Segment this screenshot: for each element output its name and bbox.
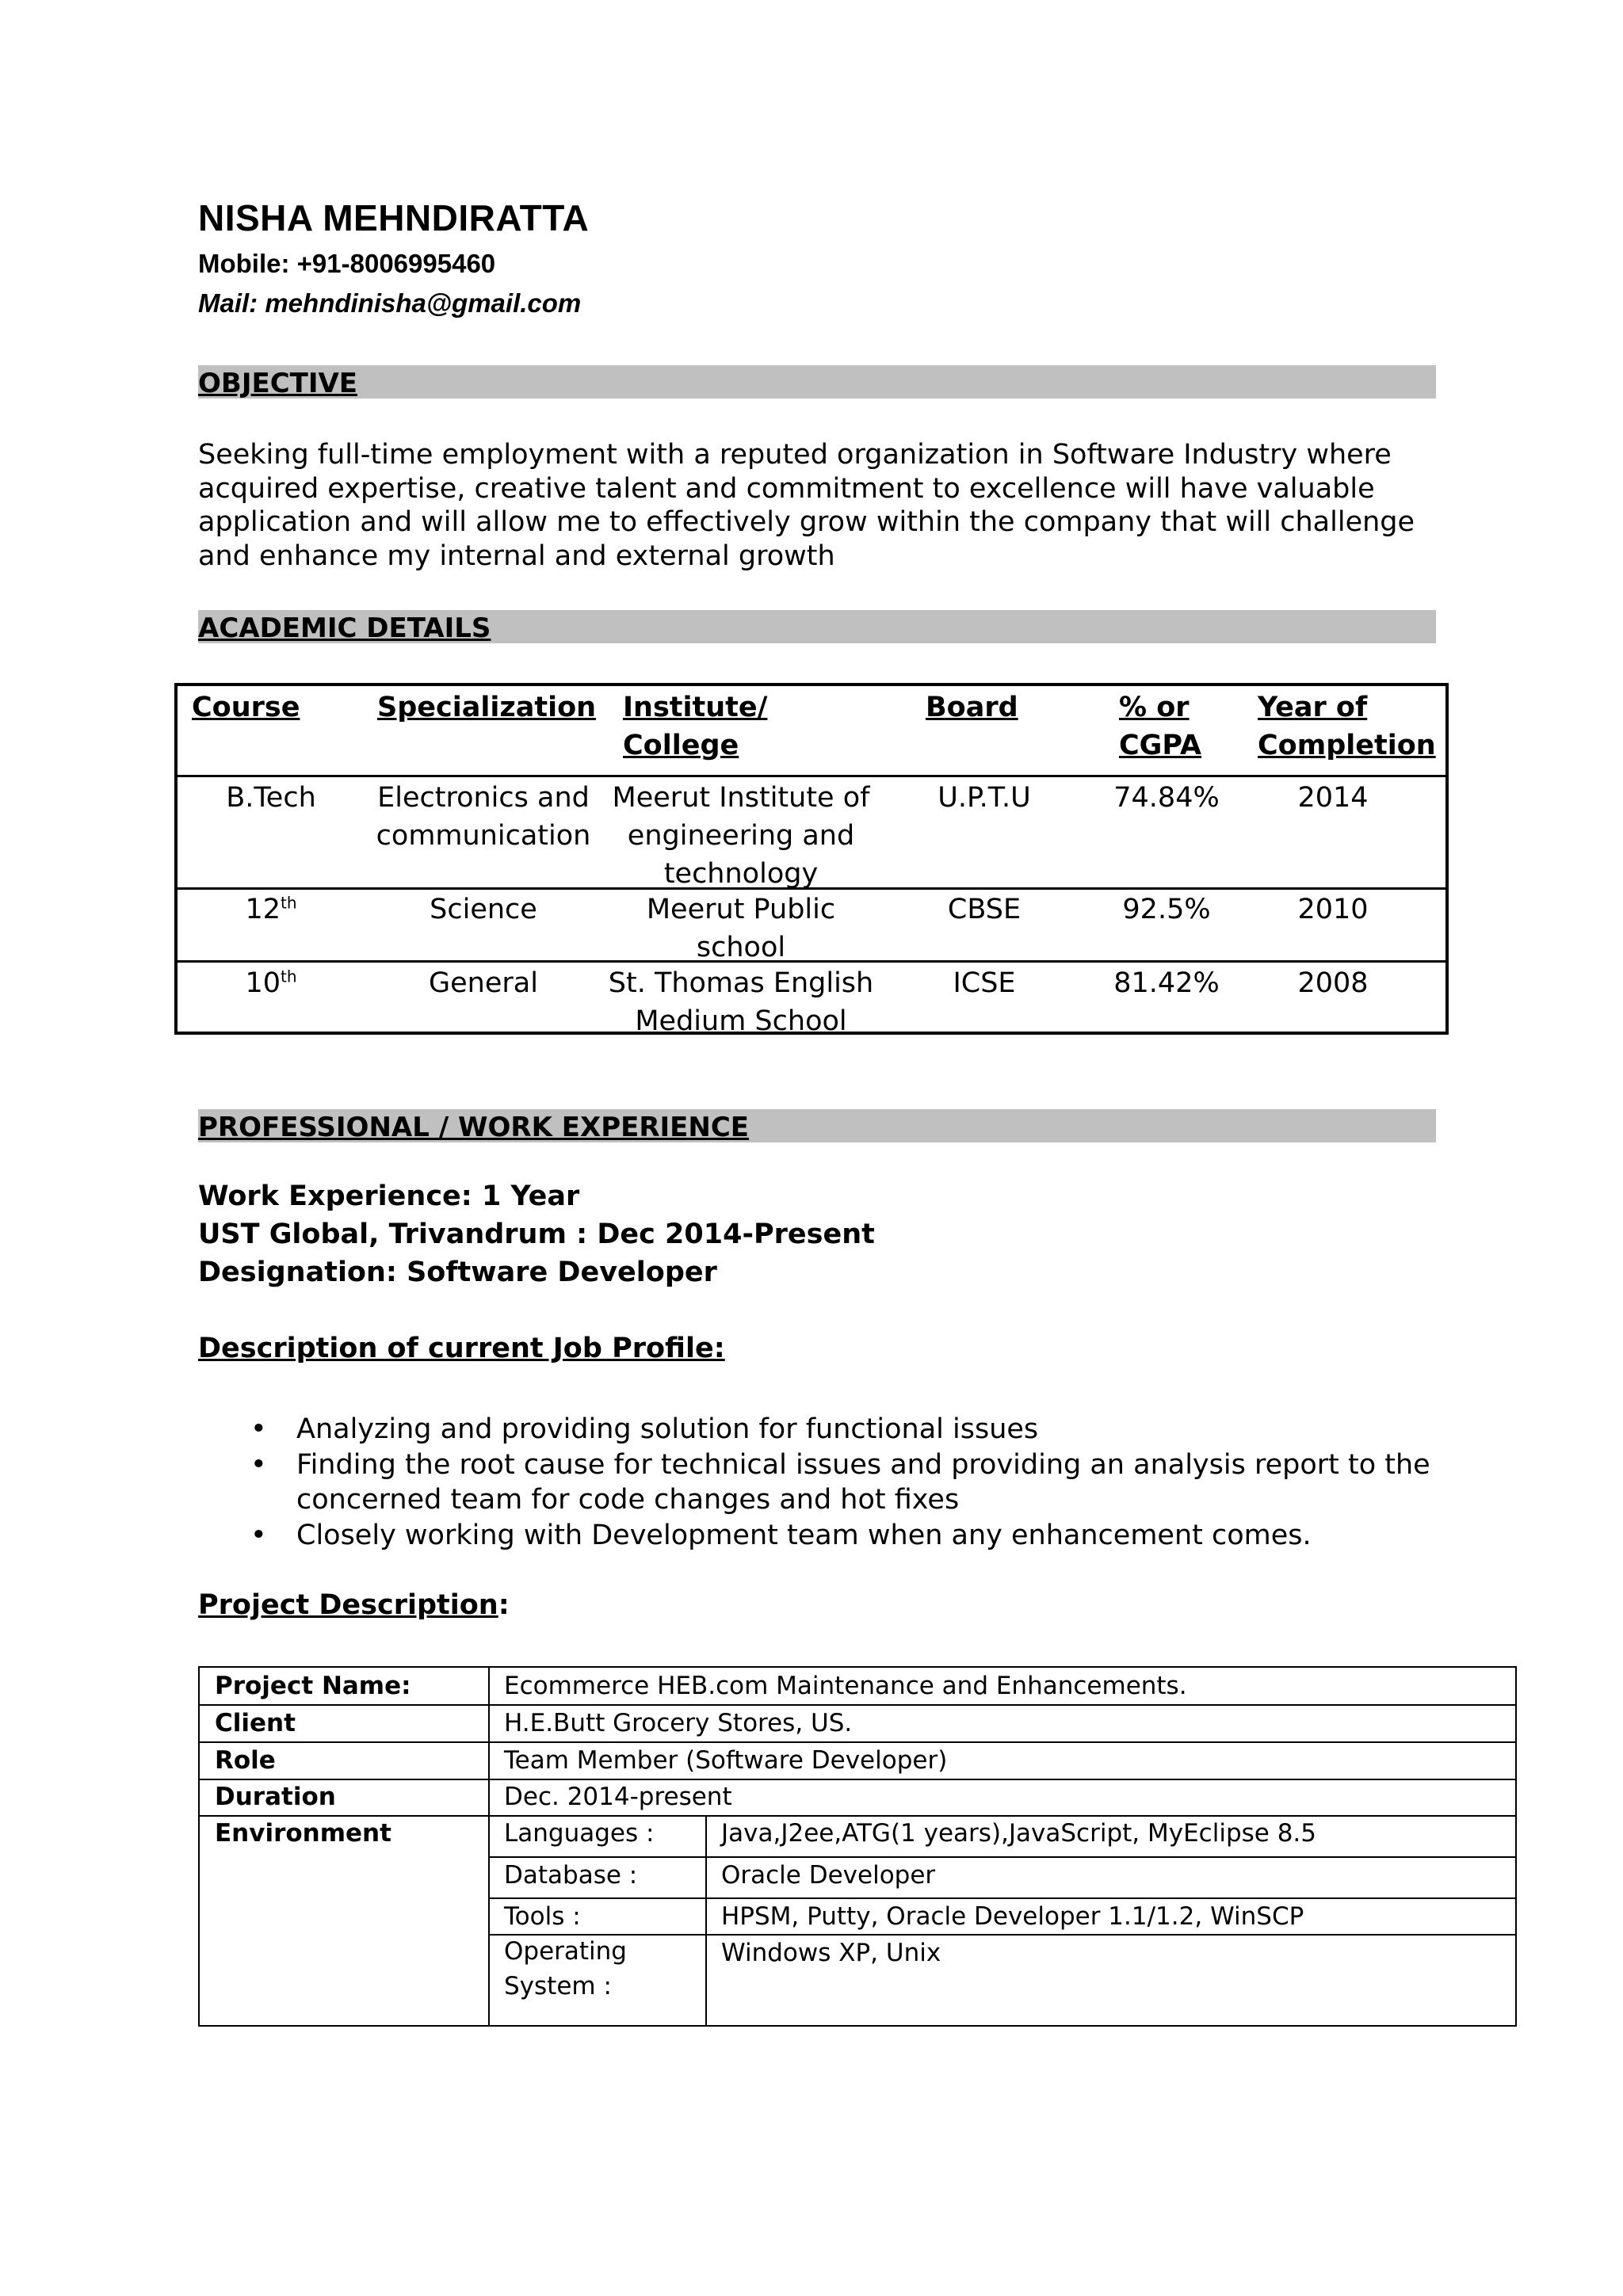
cell-course: B.Tech bbox=[226, 782, 316, 814]
candidate-name: NISHA MEHNDIRATTA bbox=[198, 197, 590, 238]
database-label: Database : bbox=[504, 1861, 638, 1890]
cell-specialization: General bbox=[429, 967, 538, 999]
cell-course: 12th bbox=[245, 893, 297, 925]
work-experience-duration: Work Experience: 1 Year bbox=[198, 1180, 580, 1212]
duration-value: Dec. 2014-present bbox=[504, 1783, 732, 1811]
column-header-percent: % or bbox=[1119, 692, 1190, 723]
email-address: Mail: mehndinisha@gmail.com bbox=[198, 288, 582, 318]
project-description-heading: Project Description: bbox=[198, 1589, 510, 1621]
cell-year: 2014 bbox=[1297, 782, 1369, 814]
languages-value: Java,J2ee,ATG(1 years),JavaScript, MyEclipse 8.5 bbox=[721, 1819, 1316, 1848]
mobile-number: Mobile: +91-8006995460 bbox=[198, 249, 496, 278]
cell-institute: Meerut Institute of bbox=[612, 782, 870, 814]
list-item: • Closely working with Development team when any enhancement comes. bbox=[198, 1518, 1466, 1554]
designation: Designation: Software Developer bbox=[198, 1257, 717, 1288]
cell-institute: engineering and bbox=[627, 820, 855, 852]
cell-year: 2008 bbox=[1297, 967, 1369, 999]
cell-institute: Meerut Public bbox=[646, 894, 836, 925]
cell-score: 74.84% bbox=[1113, 782, 1220, 814]
column-header-year: Year of bbox=[1258, 692, 1368, 723]
column-header-completion: Completion bbox=[1258, 730, 1436, 761]
os-label: System : bbox=[504, 1972, 612, 2000]
languages-label: Languages : bbox=[504, 1819, 655, 1848]
cell-institute: technology bbox=[663, 858, 819, 890]
cell-institute: school bbox=[696, 932, 786, 963]
cell-specialization: Electronics and bbox=[377, 782, 590, 814]
table-divider bbox=[200, 1779, 1515, 1780]
role-label: Role bbox=[215, 1746, 276, 1775]
objective-text: Seeking full-time employment with a reputed organization in Software Industry where acquired expertise, creative talent and commitment to excellence will have valuable application and will allow me to effectively grow within the company that will challenge and enhance my internal and external growth bbox=[198, 439, 1415, 572]
table-divider bbox=[200, 1704, 1515, 1706]
experience-heading: PROFESSIONAL / WORK EXPERIENCE bbox=[198, 1109, 1436, 1142]
job-profile-heading: Description of current Job Profile: bbox=[198, 1333, 725, 1364]
column-header-cgpa: CGPA bbox=[1119, 730, 1201, 761]
table-divider bbox=[488, 1668, 490, 2025]
table-divider bbox=[705, 1815, 707, 2025]
cell-score: 81.42% bbox=[1113, 967, 1220, 999]
table-divider bbox=[488, 1934, 1515, 1936]
client-label: Client bbox=[215, 1709, 296, 1737]
bullet-icon: • bbox=[250, 1519, 267, 1551]
cell-specialization: communication bbox=[376, 820, 591, 852]
os-label: Operating bbox=[504, 1937, 627, 1966]
os-value: Windows XP, Unix bbox=[721, 1939, 941, 1967]
duration-label: Duration bbox=[215, 1783, 336, 1811]
column-header-college: College bbox=[623, 730, 739, 761]
tools-label: Tools : bbox=[504, 1902, 581, 1931]
project-table bbox=[198, 1666, 1517, 2027]
academic-table bbox=[174, 683, 1449, 1035]
role-value: Team Member (Software Developer) bbox=[504, 1746, 948, 1775]
table-divider bbox=[488, 1856, 1515, 1858]
cell-institute: Medium School bbox=[635, 1005, 847, 1037]
column-header-specialization: Specialization bbox=[377, 692, 597, 723]
cell-course: 10th bbox=[245, 967, 297, 999]
cell-year: 2010 bbox=[1297, 894, 1369, 925]
table-divider bbox=[178, 775, 1445, 777]
bullet-icon: • bbox=[250, 1413, 267, 1445]
tools-value: HPSM, Putty, Oracle Developer 1.1/1.2, WinSCP bbox=[721, 1902, 1304, 1931]
column-header-board: Board bbox=[926, 692, 1018, 723]
cell-institute: St. Thomas English bbox=[608, 967, 874, 999]
list-item: • Finding the root cause for technical issues and providing an analysis report to the concerned team for code changes and hot fixes bbox=[250, 1448, 1430, 1516]
cell-board: ICSE bbox=[953, 967, 1016, 999]
column-header-institute: Institute/ bbox=[623, 692, 768, 723]
cell-board: U.P.T.U bbox=[938, 782, 1031, 814]
objective-heading: OBJECTIVE bbox=[198, 365, 1436, 399]
cell-specialization: Science bbox=[430, 894, 537, 925]
bullet-icon: • bbox=[250, 1448, 267, 1481]
project-name-value: Ecommerce HEB.com Maintenance and Enhancements. bbox=[504, 1672, 1187, 1700]
current-company: UST Global, Trivandrum : Dec 2014-Present bbox=[198, 1219, 875, 1250]
project-name-label: Project Name: bbox=[215, 1672, 411, 1700]
list-item: • Analyzing and providing solution for functional issues bbox=[198, 1412, 1466, 1447]
client-value: H.E.Butt Grocery Stores, US. bbox=[504, 1709, 853, 1737]
job-profile-list bbox=[198, 1412, 1466, 1553]
environment-label: Environment bbox=[215, 1819, 391, 1848]
cell-board: CBSE bbox=[947, 894, 1022, 925]
column-header-course: Course bbox=[192, 692, 300, 723]
academic-heading: ACADEMIC DETAILS bbox=[198, 610, 1436, 643]
database-value: Oracle Developer bbox=[721, 1861, 936, 1890]
cell-score: 92.5% bbox=[1122, 894, 1211, 925]
